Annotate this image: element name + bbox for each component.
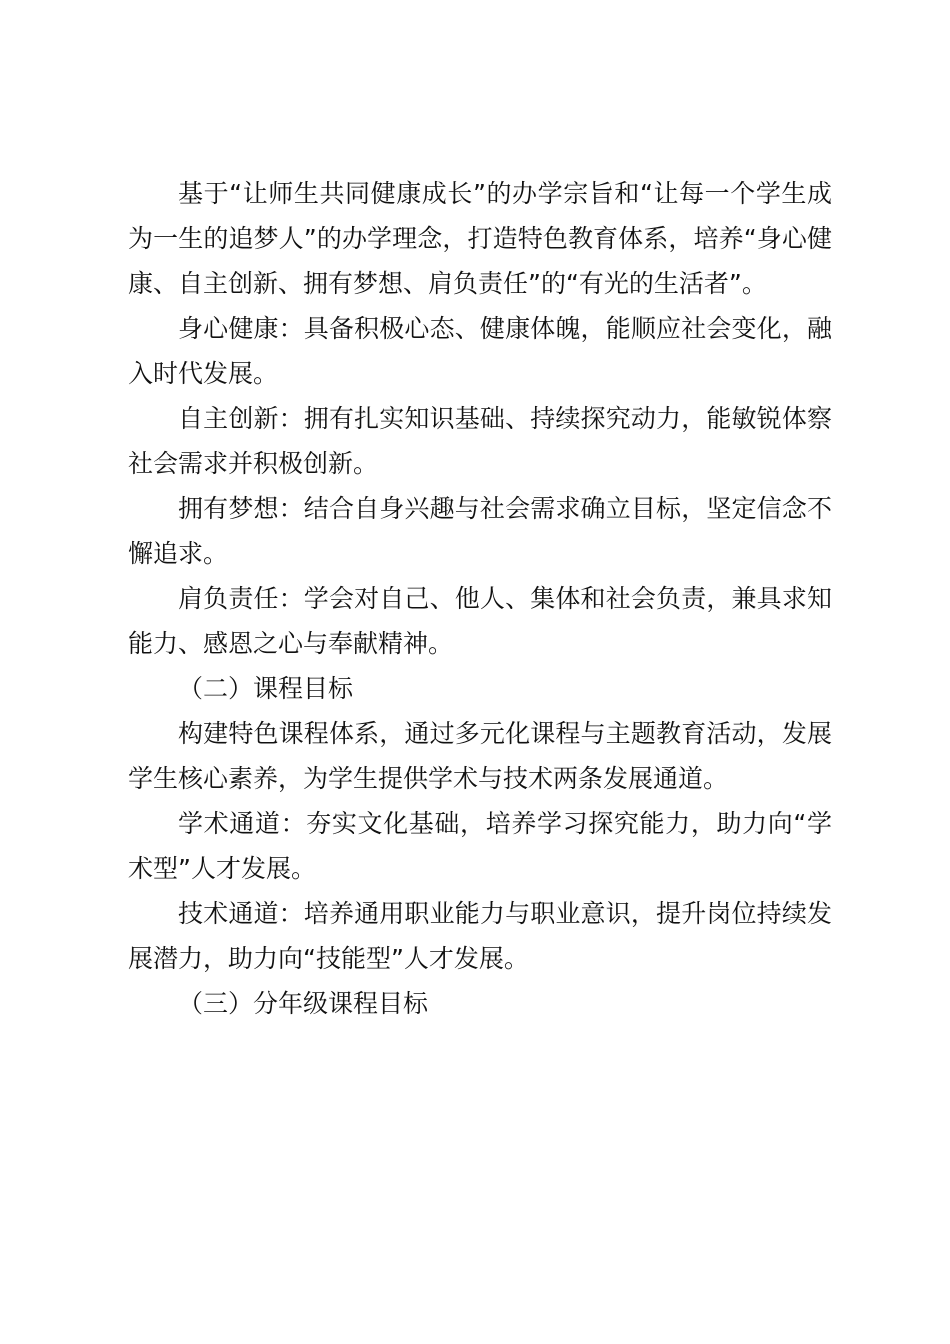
goal-having-dreams: 拥有梦想：结合自身兴趣与社会需求确立目标，坚定信念不懈追求。 [128, 494, 832, 568]
goal-physical-mental-health: 身心健康：具备积极心态、健康体魄，能顺应社会变化，融入时代发展。 [128, 314, 832, 388]
technical-track-paragraph: 技术通道：培养通用职业能力与职业意识，提升岗位持续发展潜力，助力向“技能型”人才发展。 [128, 899, 832, 973]
course-system-paragraph: 构建特色课程体系，通过多元化课程与主题教育活动，发展学生核心素养，为学生提供学术与技术两条发展通道。 [128, 719, 832, 793]
goal-shouldering-responsibility: 肩负责任：学会对自己、他人、集体和社会负责，兼具求知能力、感恩之心与奉献精神。 [128, 584, 832, 658]
section-heading-grade-goals: （三）分年级课程目标 [178, 989, 429, 1018]
intro-paragraph: 基于“让师生共同健康成长”的办学宗旨和“让每一个学生成为一生的追梦人”的办学理念，打造特色教育体系，培养“身心健康、自主创新、拥有梦想、肩负责任”的“有光的生活者”。 [128, 179, 832, 298]
goal-independent-innovation: 自主创新：拥有扎实知识基础、持续探究动力，能敏锐体察社会需求并积极创新。 [128, 404, 832, 478]
academic-track-paragraph: 学术通道：夯实文化基础，培养学习探究能力，助力向“学术型”人才发展。 [128, 809, 832, 883]
document-body [128, 171, 832, 1026]
section-heading-course-goals: （二）课程目标 [178, 674, 354, 703]
